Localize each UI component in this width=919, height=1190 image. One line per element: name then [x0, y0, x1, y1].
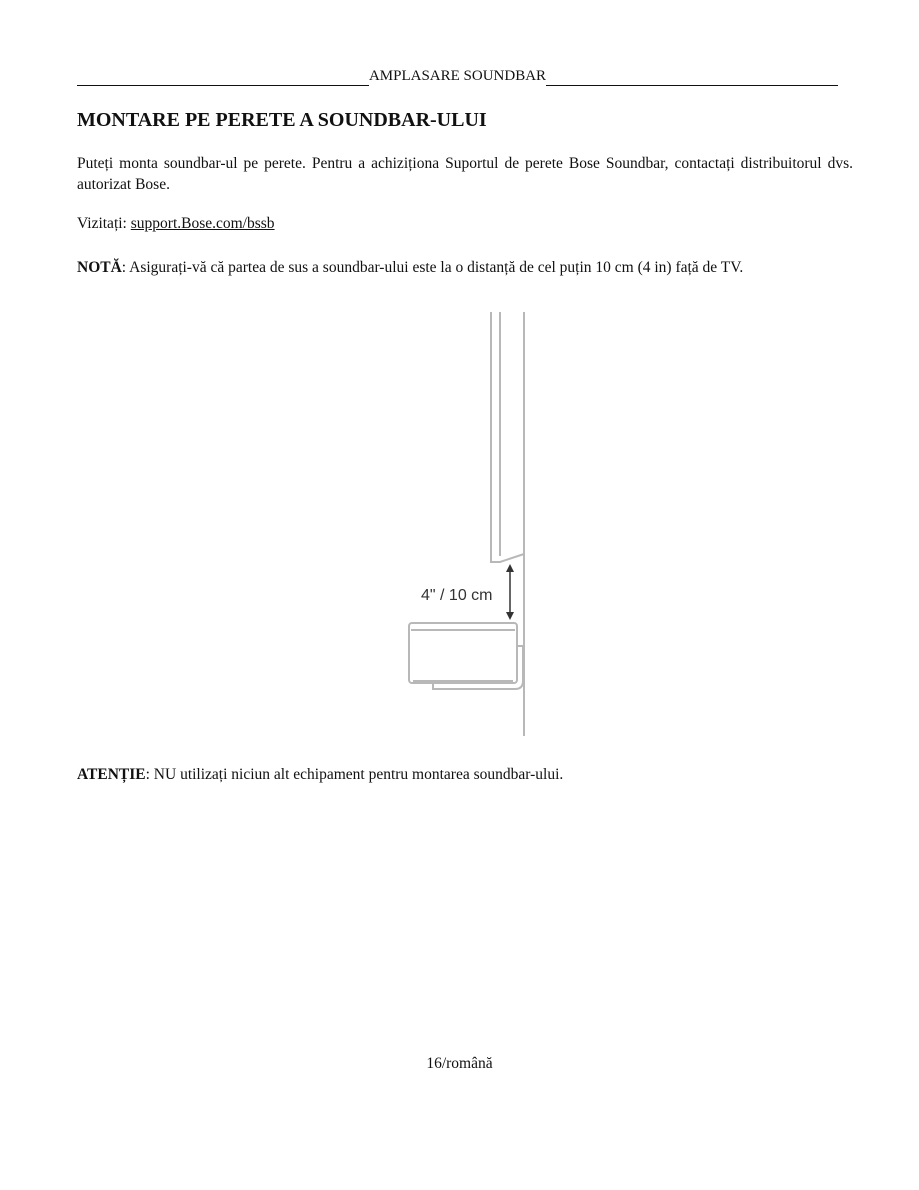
intro-paragraph: Puteți monta soundbar-ul pe perete. Pentru a achiziționa Suportul de perete Bose Soundbar, contactați distribuitorul dvs. autorizat Bose.	[77, 155, 853, 193]
visit-paragraph	[77, 213, 853, 234]
note-paragraph	[77, 257, 853, 278]
wall-mount-diagram	[395, 308, 540, 740]
dimension-label: 4" / 10 cm	[421, 587, 493, 604]
running-header	[77, 66, 838, 86]
tv-outline	[491, 312, 524, 562]
soundbar-outline	[409, 623, 523, 689]
dimension-arrow-icon	[506, 564, 514, 620]
caution-label: ATENȚIE	[77, 766, 146, 783]
header-rule-left	[77, 70, 369, 86]
header-section-title: AMPLASARE SOUNDBAR	[368, 68, 547, 84]
caution-text: : NU utilizați niciun alt echipament pentru montarea soundbar-ului.	[145, 766, 564, 783]
support-link[interactable]: support.Bose.com/bssb	[130, 215, 275, 232]
note-label: NOTĂ	[77, 259, 122, 276]
visit-label: Vizitați:	[77, 215, 131, 232]
page-number: 16/română	[426, 1055, 493, 1072]
header-rule-right	[546, 70, 838, 86]
page-title: MONTARE PE PERETE A SOUNDBAR-ULUI	[77, 109, 487, 131]
caution-paragraph	[77, 764, 853, 785]
note-text: : Asigurați-vă că partea de sus a soundbar-ului este la o distanță de cel puțin 10 cm (4 in) față de TV.	[121, 259, 744, 276]
